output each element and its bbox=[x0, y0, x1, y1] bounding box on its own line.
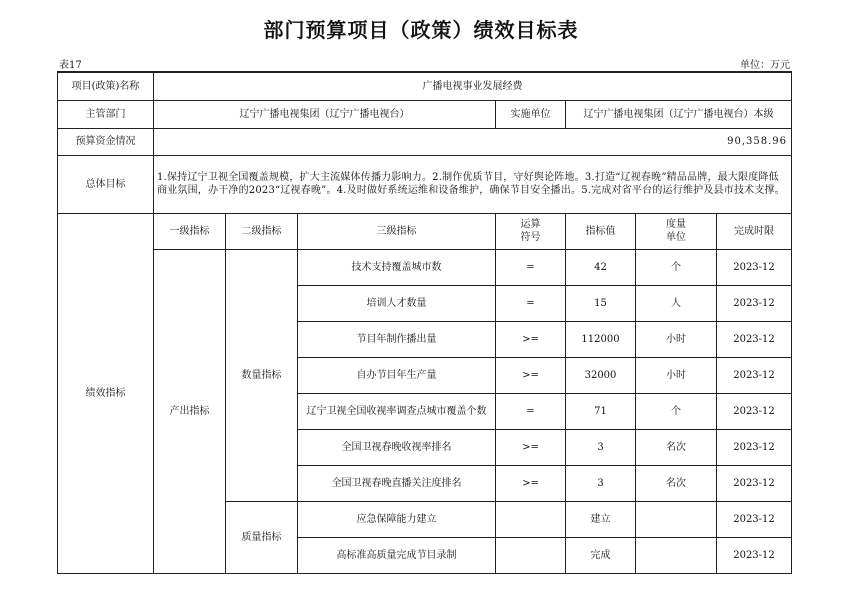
target-value: 32000 bbox=[566, 357, 636, 393]
header-level1: 一级指标 bbox=[154, 213, 226, 249]
dept-label: 主管部门 bbox=[58, 100, 154, 128]
header-value: 指标值 bbox=[566, 213, 636, 249]
table-number: 表17 bbox=[59, 60, 82, 71]
level3-indicator: 技术支持覆盖城市数 bbox=[298, 249, 496, 285]
operator: >= bbox=[496, 321, 566, 357]
operator: = bbox=[496, 249, 566, 285]
operator: >= bbox=[496, 465, 566, 501]
measure-unit: 个 bbox=[636, 249, 717, 285]
deadline: 2023-12 bbox=[717, 393, 792, 429]
overall-goal-value: 1.保持辽宁卫视全国覆盖规模，扩大主流媒体传播力影响力。2.制作优质节目，守好舆论阵地。3.打造“辽视春晚”精品品牌，最大限度降低商业氛围，办干净的2023“辽视春晚”。4.及时做好系统运维和设备维护，确保节目安全播出。5.完成对省平台的运行维护及县市技术支撑。 bbox=[154, 155, 792, 213]
measure-unit: 个 bbox=[636, 393, 717, 429]
level3-indicator: 辽宁卫视全国收视率调查点城市覆盖个数 bbox=[298, 393, 496, 429]
level1-indicator: 产出指标 bbox=[154, 249, 226, 573]
deadline: 2023-12 bbox=[717, 321, 792, 357]
table-row bbox=[58, 249, 792, 285]
target-value: 3 bbox=[566, 429, 636, 465]
target-value: 71 bbox=[566, 393, 636, 429]
target-value: 15 bbox=[566, 285, 636, 321]
operator bbox=[496, 501, 566, 537]
level3-indicator: 全国卫视春晚直播关注度排名 bbox=[298, 465, 496, 501]
level2-indicator: 质量指标 bbox=[226, 501, 298, 573]
operator: >= bbox=[496, 429, 566, 465]
performance-label: 绩效指标 bbox=[58, 213, 154, 573]
performance-target-table bbox=[57, 71, 792, 574]
level3-indicator: 培训人才数量 bbox=[298, 285, 496, 321]
project-name-value: 广播电视事业发展经费 bbox=[154, 72, 792, 100]
measure-unit: 名次 bbox=[636, 465, 717, 501]
overall-goal-label: 总体目标 bbox=[58, 155, 154, 213]
unit-label: 单位：万元 bbox=[740, 60, 790, 71]
operator: >= bbox=[496, 357, 566, 393]
target-value: 完成 bbox=[566, 537, 636, 573]
target-value: 112000 bbox=[566, 321, 636, 357]
deadline: 2023-12 bbox=[717, 501, 792, 537]
target-value: 42 bbox=[566, 249, 636, 285]
operator: = bbox=[496, 285, 566, 321]
operator bbox=[496, 537, 566, 573]
measure-unit bbox=[636, 537, 717, 573]
impl-unit-label: 实施单位 bbox=[496, 100, 566, 128]
budget-value: 90,358.96 bbox=[154, 128, 792, 155]
deadline: 2023-12 bbox=[717, 429, 792, 465]
measure-unit: 名次 bbox=[636, 429, 717, 465]
level2-indicator: 数量指标 bbox=[226, 249, 298, 501]
header-level2: 二级指标 bbox=[226, 213, 298, 249]
header-level3: 三级指标 bbox=[298, 213, 496, 249]
header-op: 运算 符号 bbox=[496, 213, 566, 249]
budget-label: 预算资金情况 bbox=[58, 128, 154, 155]
level3-indicator: 节目年制作播出量 bbox=[298, 321, 496, 357]
header-unit: 度量 单位 bbox=[636, 213, 717, 249]
measure-unit: 小时 bbox=[636, 321, 717, 357]
operator: = bbox=[496, 393, 566, 429]
deadline: 2023-12 bbox=[717, 465, 792, 501]
dept-value: 辽宁广播电视集团（辽宁广播电视台） bbox=[154, 100, 496, 128]
measure-unit bbox=[636, 501, 717, 537]
impl-unit-value: 辽宁广播电视集团（辽宁广播电视台）本级 bbox=[566, 100, 792, 128]
deadline: 2023-12 bbox=[717, 249, 792, 285]
target-value: 3 bbox=[566, 465, 636, 501]
deadline: 2023-12 bbox=[717, 537, 792, 573]
level3-indicator: 自办节目年生产量 bbox=[298, 357, 496, 393]
deadline: 2023-12 bbox=[717, 357, 792, 393]
deadline: 2023-12 bbox=[717, 285, 792, 321]
level3-indicator: 应急保障能力建立 bbox=[298, 501, 496, 537]
header-deadline: 完成时限 bbox=[717, 213, 792, 249]
page-title: 部门预算项目（政策）绩效目标表 bbox=[263, 18, 579, 42]
project-name-label: 项目(政策)名称 bbox=[58, 72, 154, 100]
level3-indicator: 高标准高质量完成节目录制 bbox=[298, 537, 496, 573]
target-value: 建立 bbox=[566, 501, 636, 537]
level3-indicator: 全国卫视春晚收视率排名 bbox=[298, 429, 496, 465]
measure-unit: 人 bbox=[636, 285, 717, 321]
measure-unit: 小时 bbox=[636, 357, 717, 393]
